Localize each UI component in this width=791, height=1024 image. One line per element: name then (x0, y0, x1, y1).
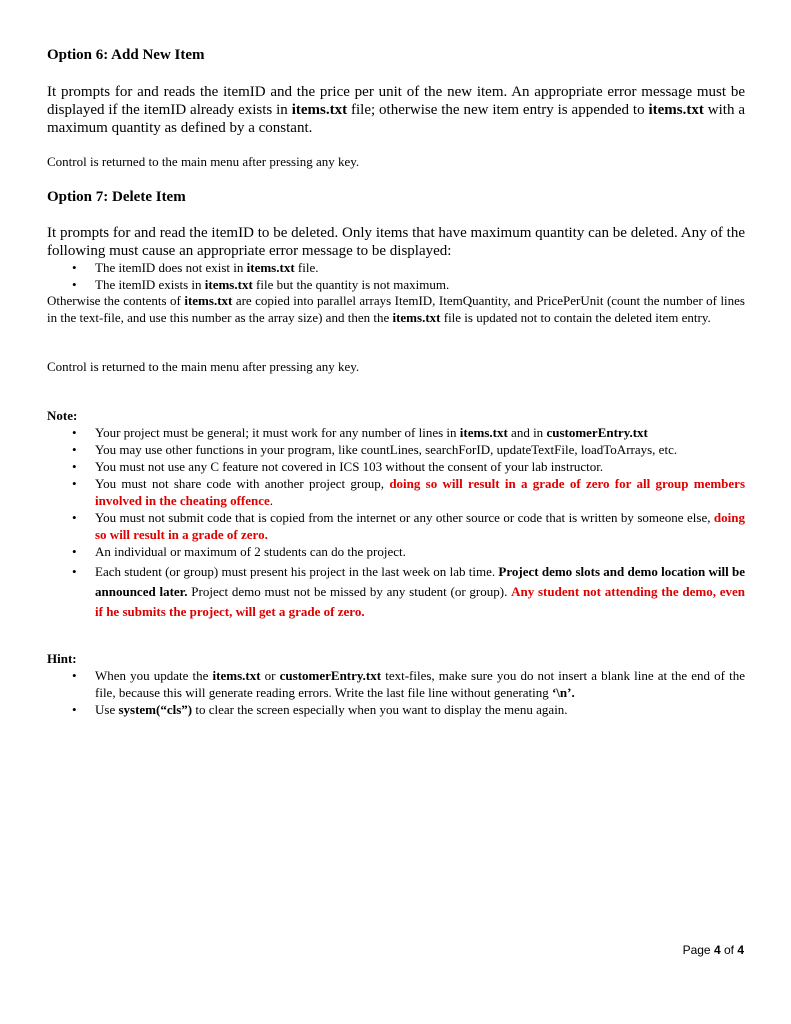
list-item: • The itemID does not exist in items.txt file. (72, 260, 319, 275)
list-item: • Your project must be general; it must work for any number of lines in items.txt and in customerEntry.txt (72, 425, 648, 440)
list-item: • An individual or maximum of 2 students can do the project. (72, 544, 406, 559)
hint-list (47, 667, 745, 718)
bullet-icon: • (72, 544, 77, 559)
bullet-icon: • (72, 476, 77, 491)
bullet-icon: • (72, 425, 77, 440)
note-heading: Note: (47, 408, 78, 423)
option7-otherwise-paragraph: Otherwise the contents of items.txt are copied into parallel arrays ItemID, ItemQuantity, and PricePerUnit (count the number of lines in the text-file, and use this number as the array size) and then the items.txt file is updated not to contain the deleted item entry. (47, 293, 745, 325)
hint-heading: Hint: (47, 651, 77, 666)
bullet-icon: • (72, 510, 77, 525)
bullet-icon: • (72, 459, 77, 474)
page-number-footer: Page 4 of 4 (682, 943, 744, 957)
option6-description: It prompts for and reads the itemID and the price per unit of the new item. An appropriate error message must be displayed if the itemID already exists in items.txt file; otherwise the new item entry is appended to items.txt with a maximum quantity as defined by a constant. (47, 84, 746, 136)
bullet-icon: • (72, 260, 77, 275)
list-item: • Each student (or group) must present his project in the last week on lab time. Project demo slots and demo location will be announced later. Project demo must not be missed by any student (or group). Any student not attending the demo, even if he submits the project, will get a grade of zero. (72, 564, 745, 619)
option7-heading: Option 7: Delete Item (47, 189, 186, 205)
list-item: • You must not use any C feature not covered in ICS 103 without the consent of your lab instructor. (72, 459, 604, 474)
note-list (47, 424, 745, 622)
list-item: • Use system(“cls”) to clear the screen especially when you want to display the menu again. (72, 702, 568, 717)
bullet-icon: • (72, 702, 77, 717)
option7-bullets (47, 259, 745, 293)
option6-section (47, 46, 745, 64)
bullet-icon: • (72, 668, 77, 683)
option7-control-note: Control is returned to the main menu after pressing any key. (47, 359, 360, 374)
list-item: • You may use other functions in your program, like countLines, searchForID, updateTextFile, loadToArrays, etc. (72, 442, 678, 457)
bullet-icon: • (72, 564, 77, 579)
bullet-icon: • (72, 442, 77, 457)
option7-description: It prompts for and read the itemID to be deleted. Only items that have maximum quantity can be deleted. Any of the following must cause an appropriate error message to be displayed: (47, 225, 745, 259)
list-item: • You must not submit code that is copied from the internet or any other source or code that is written by someone else, doing so will result in a grade of zero. (72, 510, 745, 542)
bullet-icon: • (72, 277, 77, 292)
hint-section (47, 650, 745, 667)
list-item: • The itemID exists in items.txt file but the quantity is not maximum. (72, 277, 450, 292)
note-section (47, 407, 745, 424)
option6-heading: Option 6: Add New Item (47, 47, 205, 63)
list-item: • You must not share code with another project group, doing so will result in a grade of zero for all group members involved in the cheating offence. (72, 476, 746, 508)
option7-section (47, 188, 745, 206)
list-item: • When you update the items.txt or customerEntry.txt text-files, make sure you do not insert a blank line at the end of the file, because this will generate reading errors. Write the last file line without generating ‘\n’. (72, 668, 745, 700)
option6-control-note: Control is returned to the main menu after pressing any key. (47, 154, 360, 169)
